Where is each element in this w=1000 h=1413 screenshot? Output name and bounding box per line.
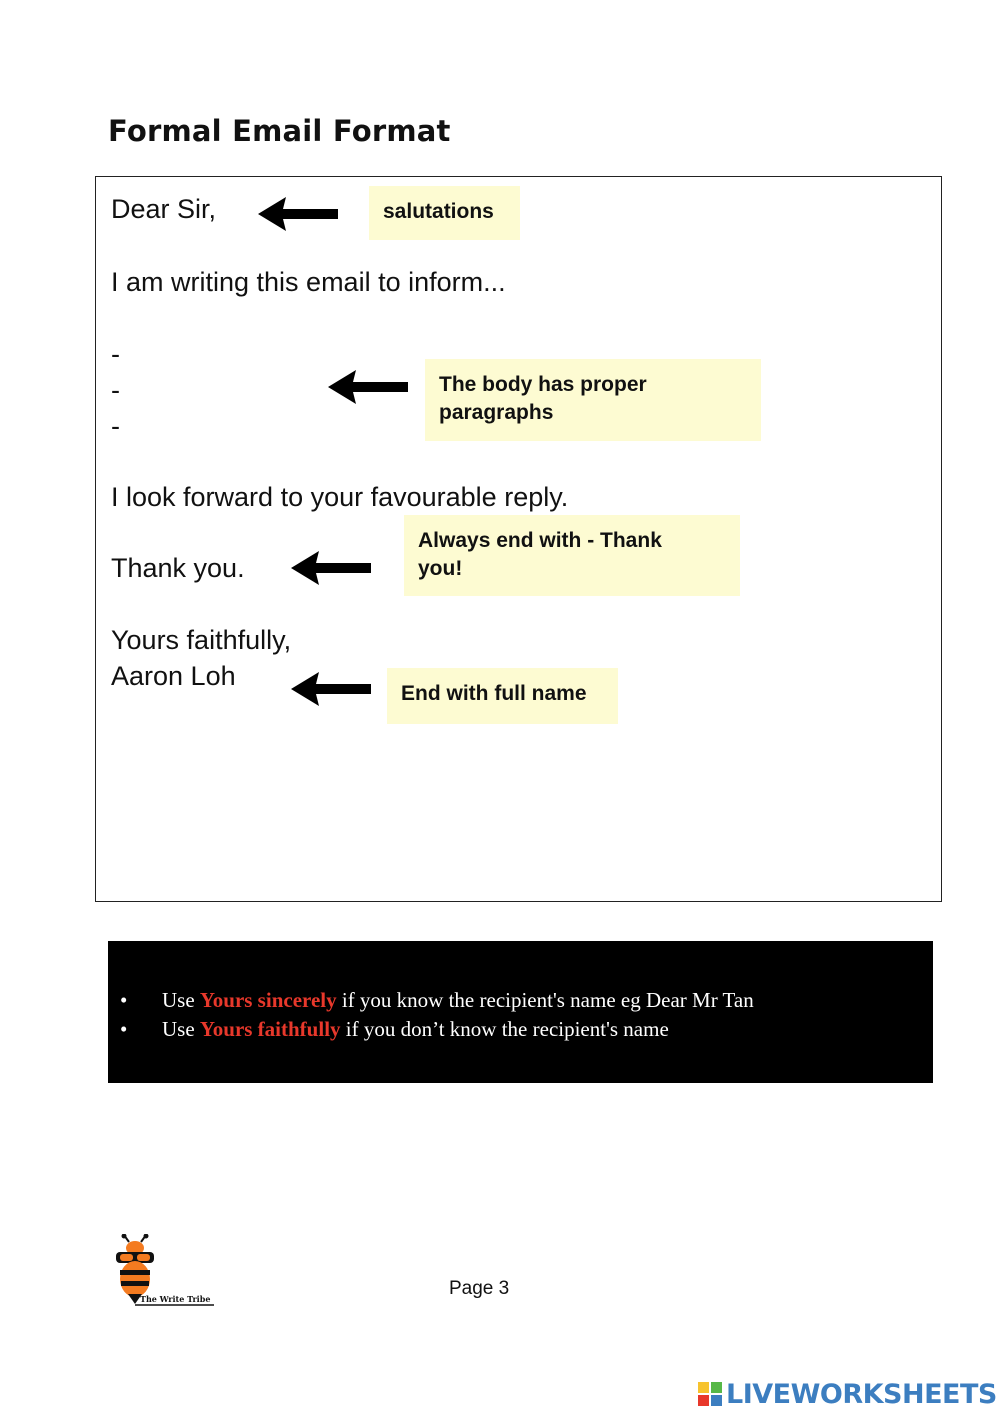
opening-text: I am writing this email to inform... xyxy=(111,267,506,297)
tip-post: if you know the recipient's name eg Dear Mr Tan xyxy=(341,988,754,1012)
arrow-left-icon xyxy=(289,548,373,588)
note-body xyxy=(425,359,761,441)
note-text: you! xyxy=(418,557,463,580)
tip-item xyxy=(120,1017,669,1042)
email-example-box xyxy=(95,176,942,902)
tip-post: if you don’t know the recipient's name xyxy=(345,1017,669,1041)
tip-pre: Use xyxy=(162,1017,195,1041)
note-text: The body has proper xyxy=(439,373,647,396)
bullet: • xyxy=(120,988,128,1012)
body-point: - xyxy=(111,375,120,405)
note-text: paragraphs xyxy=(439,401,554,424)
logo-text: The Write Tribe xyxy=(140,1294,211,1304)
page-title: Formal Email Format xyxy=(108,114,451,148)
note-name xyxy=(387,668,618,724)
liveworksheets-brand[interactable] xyxy=(698,1378,997,1410)
tip-highlight: Yours faithfully xyxy=(199,1017,341,1041)
signoff-text: Yours faithfully, xyxy=(111,625,292,655)
thanks-text: Thank you. xyxy=(111,553,245,583)
body-point: - xyxy=(111,339,120,369)
closing-text: I look forward to your favourable reply. xyxy=(111,482,569,512)
bee-logo-icon xyxy=(110,1234,220,1310)
liveworksheets-logo-icon xyxy=(698,1382,722,1406)
bullet: • xyxy=(120,1017,128,1041)
tip-item xyxy=(120,988,754,1013)
note-text: End with full name xyxy=(401,682,587,705)
note-text: salutations xyxy=(383,200,494,223)
body-point: - xyxy=(111,411,120,441)
arrow-left-icon xyxy=(326,367,410,407)
note-salutations xyxy=(369,186,520,240)
tips-box xyxy=(108,941,933,1083)
salutation-text: Dear Sir, xyxy=(111,194,217,224)
arrow-left-icon xyxy=(256,194,340,234)
note-thanks xyxy=(404,515,740,596)
note-text: Always end with - Thank xyxy=(418,529,662,552)
page-number: Page 3 xyxy=(449,1278,510,1299)
brand-text: LIVEWORKSHEETS xyxy=(726,1378,997,1410)
sender-name: Aaron Loh xyxy=(111,661,236,691)
tip-highlight: Yours sincerely xyxy=(199,988,337,1012)
arrow-left-icon xyxy=(289,669,373,709)
tip-pre: Use xyxy=(162,988,195,1012)
